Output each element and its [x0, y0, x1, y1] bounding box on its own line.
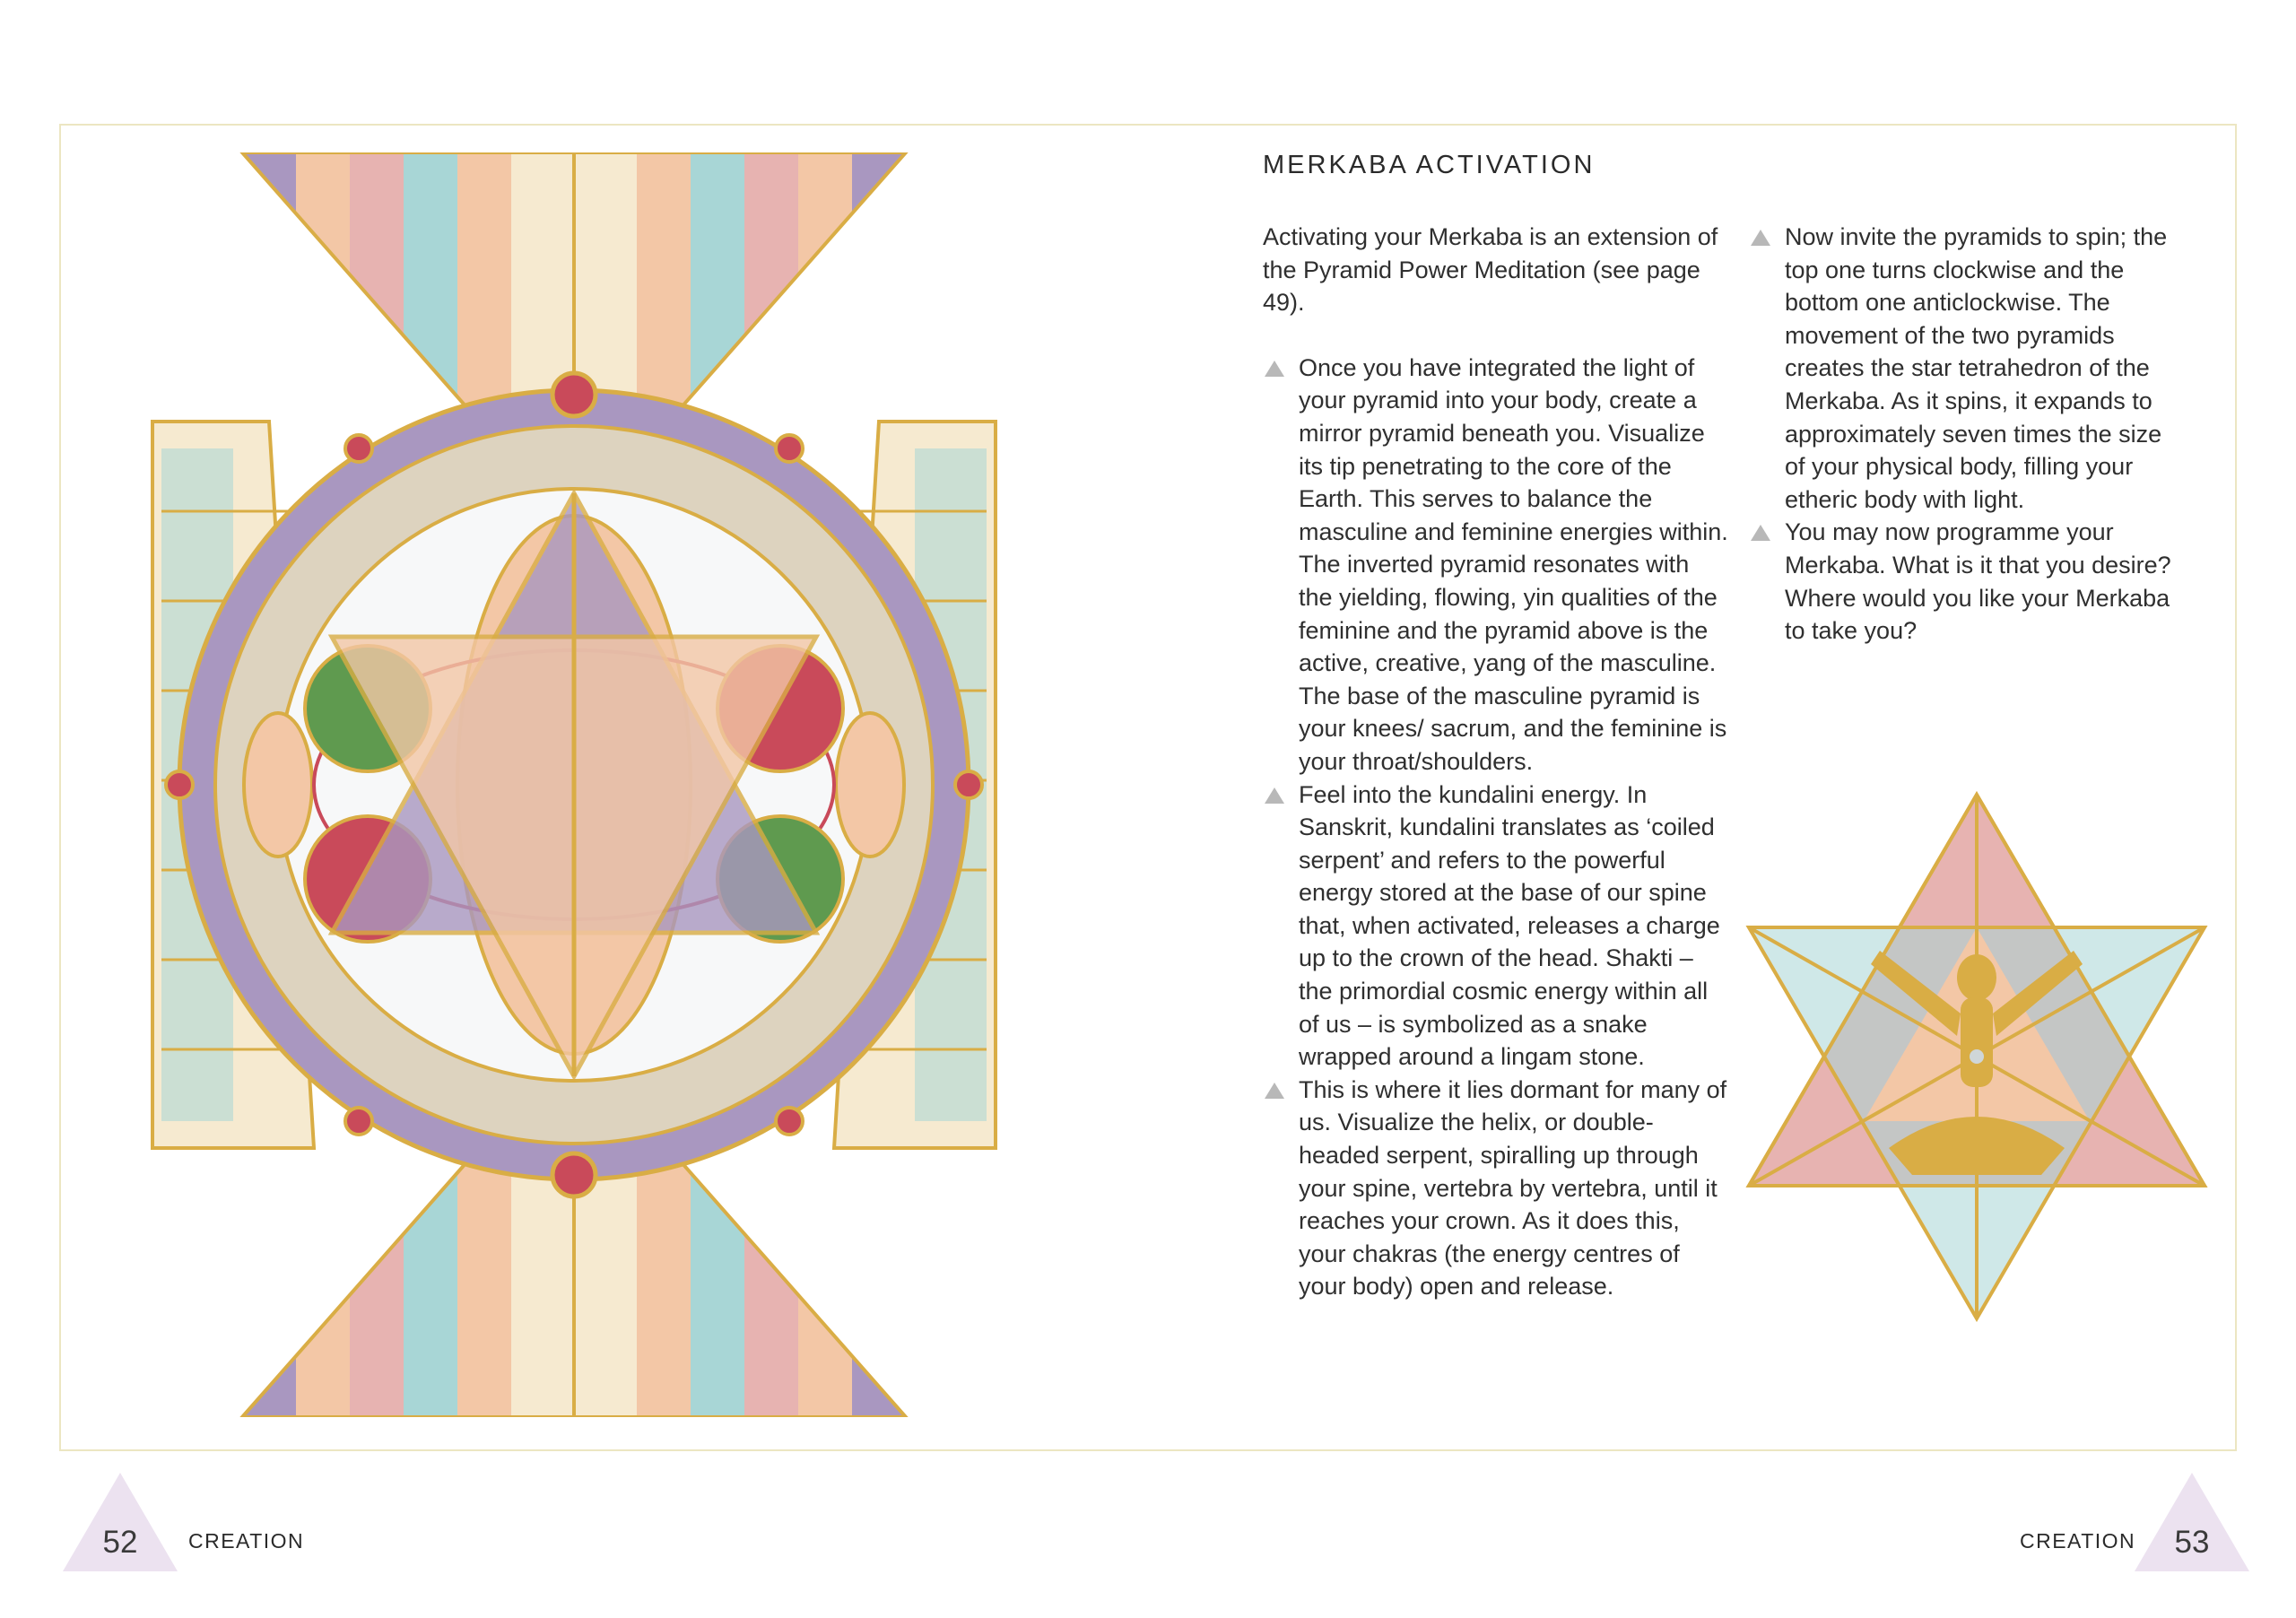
star-tetrahedron-figure-illustration	[1745, 789, 2208, 1324]
medallion-right	[955, 771, 982, 798]
bullet-item: You may now programme your Merkaba. What is it that you desire? Where would you like your Merkaba to take you?	[1749, 516, 2188, 647]
page-number-right: 53	[2174, 1525, 2210, 1560]
bullet-item: Once you have integrated the light of your pyramid into your body, create a mirror pyramid beneath you. Visualize its tip penetrating to the core of the Earth. This serves to balance the masculine and feminine energies within. The inverted pyramid resonates with the yielding, flowing, yin qualities of the feminine and the pyramid above is the active, creative, yang of the masculine. The base of the masculine pyramid is your knees/ sacrum, and the feminine is your throat/shoulders.	[1263, 352, 1729, 779]
medallion-left	[166, 771, 193, 798]
intro-paragraph: Activating your Merkaba is an extension of the Pyramid Power Meditation (see page 49).	[1263, 223, 1718, 317]
merkaba-mandala-illustration	[135, 152, 1013, 1417]
text-column-left	[1263, 221, 1729, 1303]
medallion-upper-right	[776, 435, 803, 462]
folio-right	[2135, 1473, 2249, 1571]
folio-left	[63, 1473, 178, 1571]
page-number-left: 52	[102, 1525, 138, 1560]
section-label-left: CREATION	[188, 1529, 305, 1553]
medallion-lower-right	[776, 1108, 803, 1135]
left-cartouche	[244, 713, 312, 857]
text-column-right	[1749, 221, 2188, 648]
section-label-right: CREATION	[2020, 1529, 2136, 1553]
right-cartouche	[836, 713, 904, 857]
bullet-item: Now invite the pyramids to spin; the top one turns clockwise and the bottom one anticlockwise. The movement of the two pyramids creates the star tetrahedron of the Merkaba. As it spins, it expands to approximately seven times the size of your physical body, filling your etheric body with light.	[1749, 221, 2188, 516]
triangle-bullet-icon	[1751, 525, 1770, 541]
triangle-bullet-icon	[1265, 361, 1284, 377]
medallion-upper-left	[345, 435, 372, 462]
triangle-bullet-icon	[1751, 230, 1770, 246]
page-heading: MERKABA ACTIVATION	[1263, 151, 1596, 179]
bottom-medallion	[552, 1153, 596, 1196]
bullet-item: This is where it lies dormant for many of us. Visualize the helix, or double-headed serpent, spiralling up through your spine, vertebra by vertebra, until it reaches your crown. As it does this, your chakras (the energy centres of your body) open and release.	[1263, 1074, 1729, 1303]
top-medallion	[552, 373, 596, 416]
triangle-bullet-icon	[1265, 787, 1284, 804]
bullet-item: Feel into the kundalini energy. In Sanskrit, kundalini translates as ‘coiled serpent’ and refers to the powerful energy stored at the base of our spine that, when activated, releases a charge up to the crown of the head. Shakti – the primordial cosmic energy within all of us – is symbolized as a snake wrapped around a lingam stone.	[1263, 779, 1729, 1074]
triangle-bullet-icon	[1265, 1083, 1284, 1099]
medallion-lower-left	[345, 1108, 372, 1135]
